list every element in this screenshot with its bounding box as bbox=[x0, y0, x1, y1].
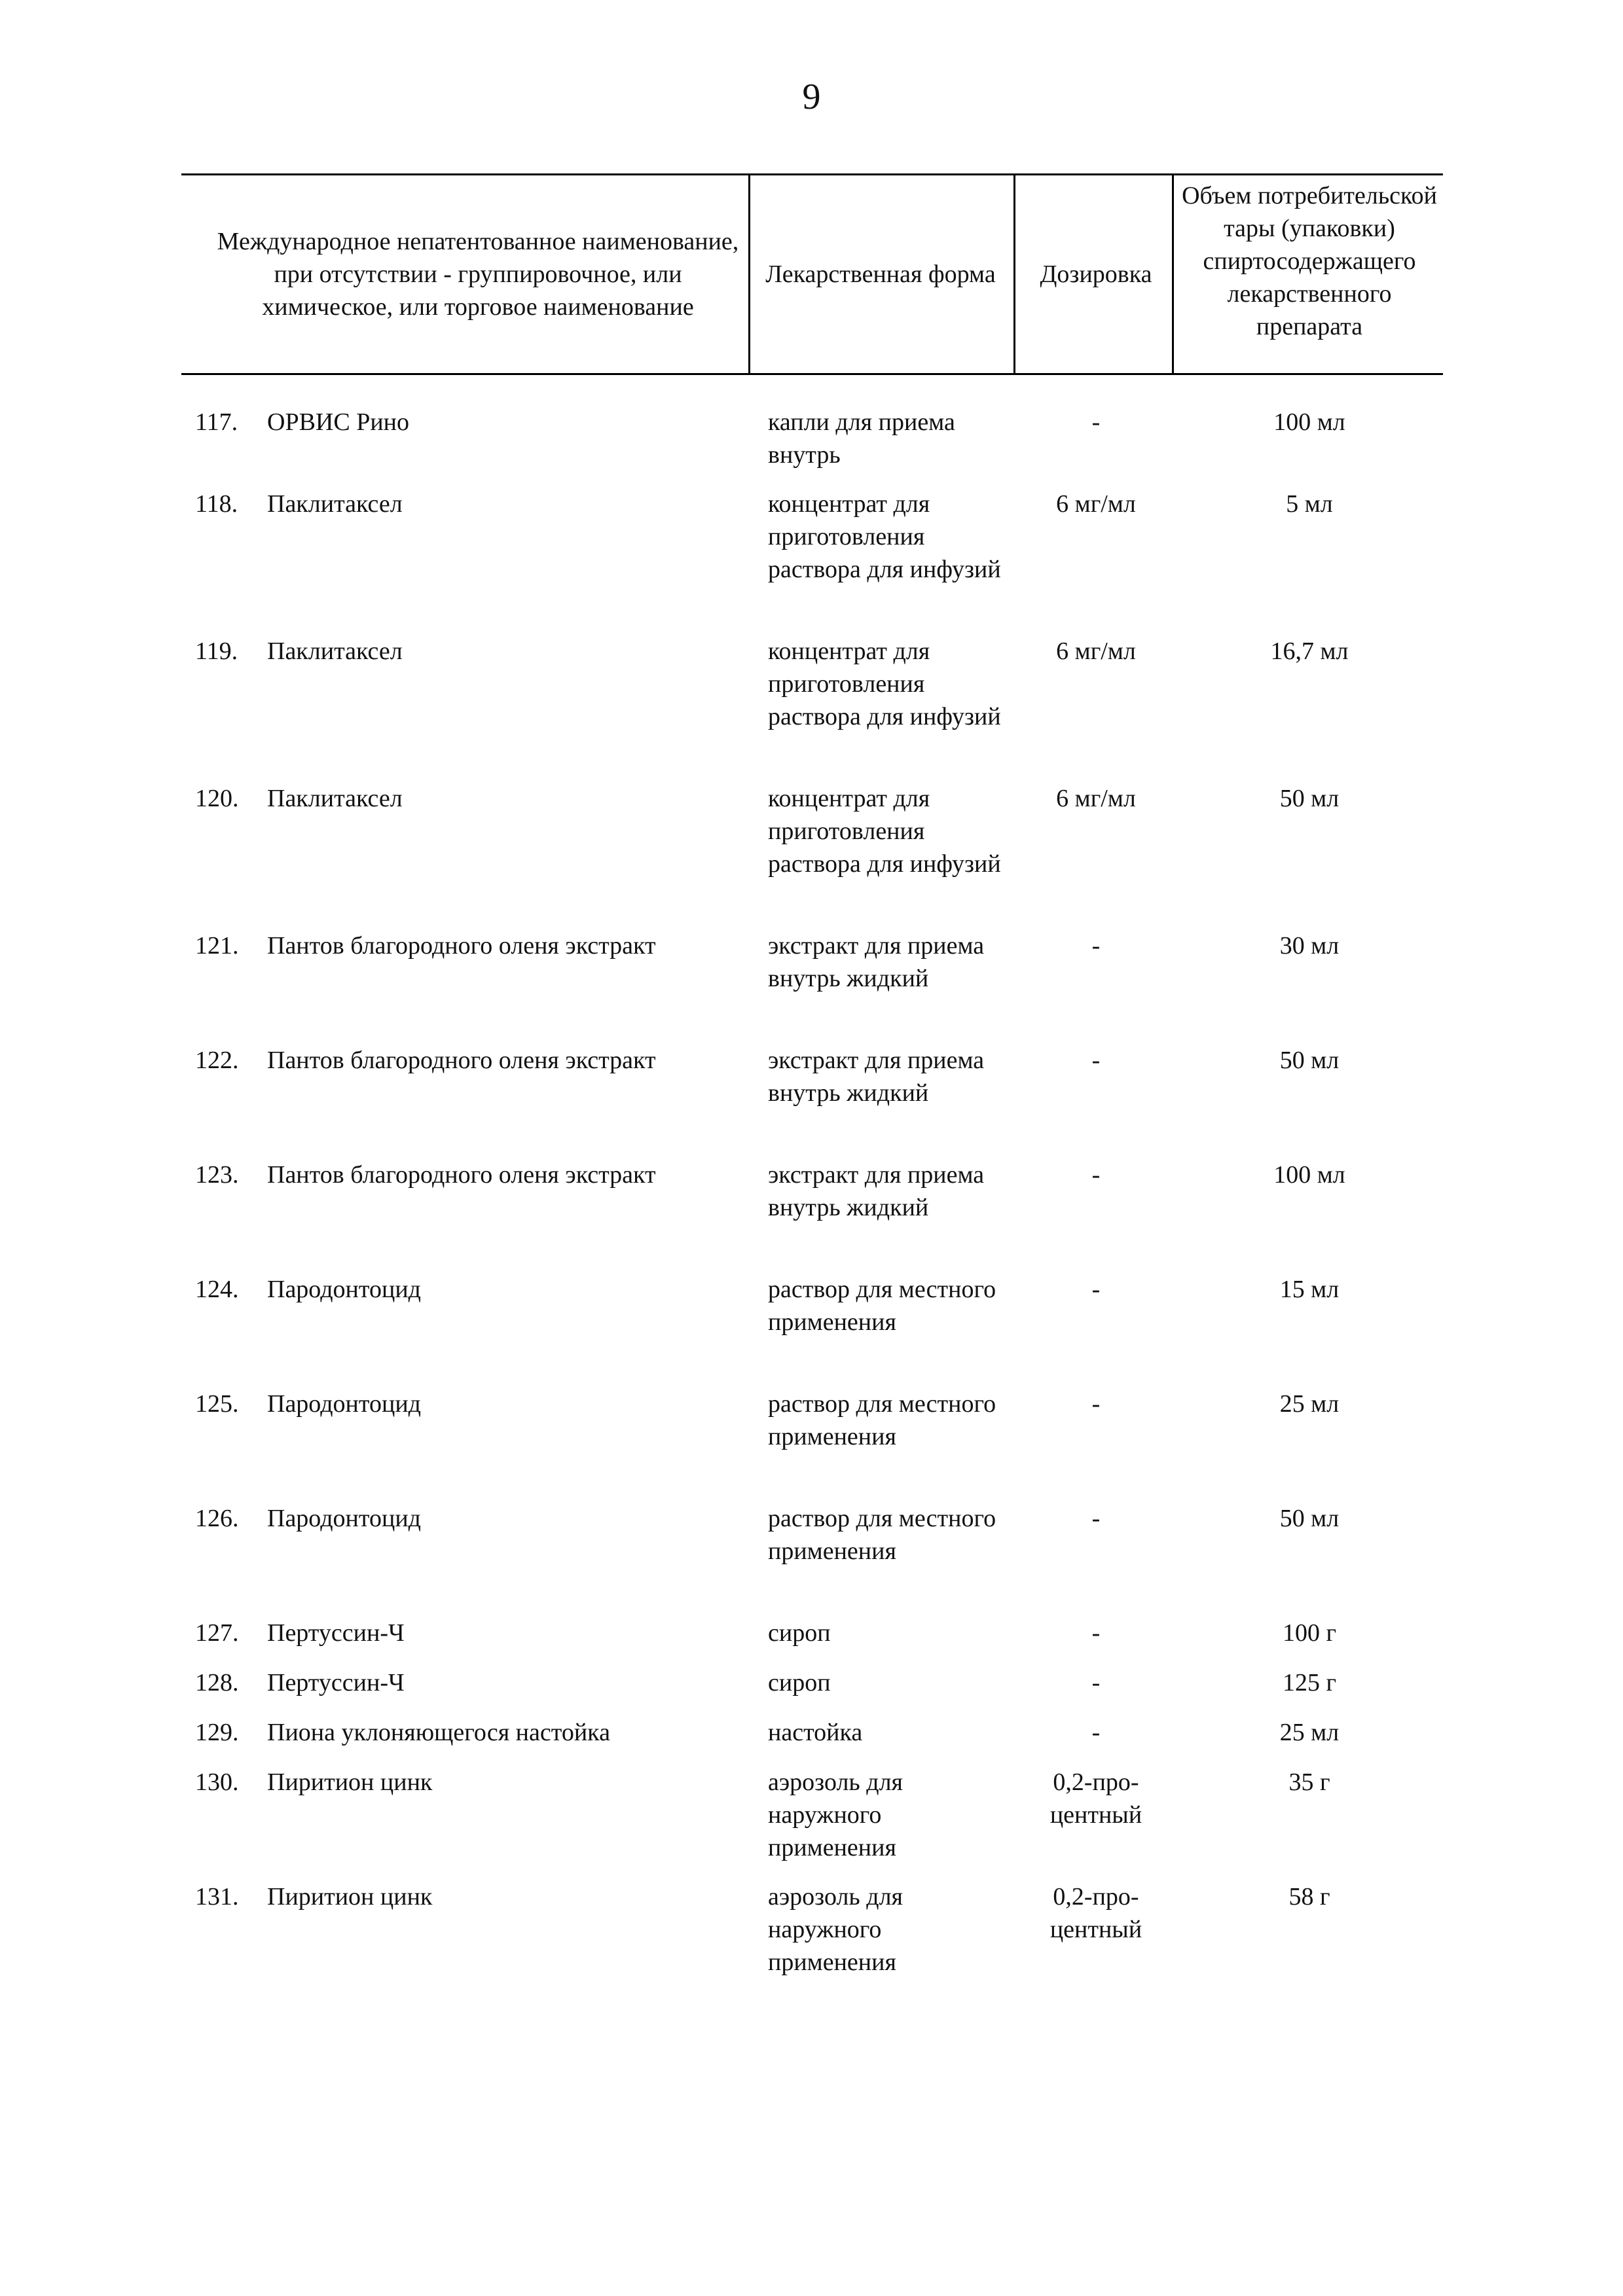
row-form: раствор для местного применения bbox=[768, 1390, 996, 1450]
row-volume: 16,7 мл bbox=[1270, 637, 1349, 665]
header-divider-1 bbox=[748, 174, 750, 374]
header-volume-column: Объем потребительской тары (упаковки) спиртосодержащего лекарственного препарата bbox=[1182, 182, 1437, 340]
row-volume: 100 г bbox=[1282, 1619, 1337, 1647]
row-form: раствор для местного применения bbox=[768, 1505, 996, 1565]
row-form: сироп bbox=[768, 1669, 831, 1696]
row-form: раствор для местного применения bbox=[768, 1276, 996, 1336]
row-name: Пародонтоцид bbox=[267, 1276, 421, 1303]
row-dose: - bbox=[1091, 1047, 1101, 1074]
row-name: Пантов благородного оленя экстракт bbox=[267, 1047, 656, 1074]
table-row bbox=[0, 1617, 1623, 1649]
row-dose: - bbox=[1091, 1276, 1101, 1303]
row-form: сироп bbox=[768, 1619, 831, 1647]
row-number: 124. bbox=[195, 1276, 239, 1303]
row-volume: 50 мл bbox=[1279, 1047, 1340, 1074]
row-name: Пиритион цинк bbox=[267, 1883, 433, 1910]
table-row bbox=[0, 1158, 1623, 1257]
row-number: 126. bbox=[195, 1505, 239, 1532]
table-row bbox=[0, 1388, 1623, 1486]
row-volume: 100 мл bbox=[1273, 408, 1345, 436]
row-name: Пертуссин-Ч bbox=[267, 1619, 405, 1647]
table-row bbox=[0, 1044, 1623, 1142]
row-form: настойка bbox=[768, 1719, 863, 1746]
header-dose-column: Дозировка bbox=[1040, 260, 1152, 288]
row-form: экстракт для приема внутрь жидкий bbox=[768, 1047, 985, 1107]
row-dose: - bbox=[1091, 1669, 1101, 1696]
row-number: 131. bbox=[195, 1883, 239, 1910]
row-form: экстракт для приема внутрь жидкий bbox=[768, 932, 985, 992]
row-form: концентрат для приготовления раствора для инфузий bbox=[768, 637, 1001, 730]
table-row bbox=[0, 406, 1623, 471]
table-row bbox=[0, 1880, 1623, 1979]
table-row bbox=[0, 1502, 1623, 1600]
row-volume: 25 мл bbox=[1279, 1719, 1340, 1746]
row-form: экстракт для приема внутрь жидкий bbox=[768, 1161, 985, 1221]
row-name: Паклитаксел bbox=[267, 637, 403, 665]
table-row bbox=[0, 1766, 1623, 1864]
row-volume: 100 мл bbox=[1273, 1161, 1345, 1189]
row-dose: 0,2-про-центный bbox=[1049, 1883, 1142, 1943]
page-number: 9 bbox=[802, 77, 821, 117]
row-dose: - bbox=[1091, 1619, 1101, 1647]
table-row bbox=[0, 1666, 1623, 1699]
row-name: Паклитаксел bbox=[267, 490, 403, 518]
row-volume: 50 мл bbox=[1279, 1505, 1340, 1532]
row-number: 120. bbox=[195, 785, 239, 812]
table-row bbox=[0, 1273, 1623, 1371]
row-dose: 6 мг/мл bbox=[1056, 637, 1136, 665]
row-volume: 5 мл bbox=[1286, 490, 1333, 518]
row-dose: 6 мг/мл bbox=[1056, 785, 1136, 812]
row-number: 125. bbox=[195, 1390, 239, 1418]
table-row bbox=[0, 782, 1623, 913]
row-number: 118. bbox=[195, 490, 238, 518]
row-volume: 50 мл bbox=[1279, 785, 1340, 812]
row-number: 127. bbox=[195, 1619, 239, 1647]
row-dose: - bbox=[1091, 932, 1101, 960]
row-dose: - bbox=[1091, 1390, 1101, 1418]
row-name: Паклитаксел bbox=[267, 785, 403, 812]
row-volume: 15 мл bbox=[1279, 1276, 1340, 1303]
table-row bbox=[0, 1716, 1623, 1749]
row-form: аэрозоль для наружного применения bbox=[768, 1883, 903, 1976]
row-form: концентрат для приготовления раствора для инфузий bbox=[768, 785, 1001, 878]
table-row bbox=[0, 635, 1623, 766]
row-volume: 35 г bbox=[1288, 1768, 1330, 1796]
row-form: концентрат для приготовления раствора для инфузий bbox=[768, 490, 1001, 583]
row-volume: 58 г bbox=[1288, 1883, 1330, 1910]
row-name: Пиона уклоняющегося настойка bbox=[267, 1719, 610, 1746]
row-name: Пертуссин-Ч bbox=[267, 1669, 405, 1696]
row-dose: - bbox=[1091, 408, 1101, 436]
row-number: 122. bbox=[195, 1047, 239, 1074]
table-row bbox=[0, 929, 1623, 1028]
header-name-column: Международное непатентованное наименование, при отсутствии - группировочное, или химическое, или торговое наименование bbox=[217, 227, 739, 321]
row-volume: 125 г bbox=[1282, 1669, 1337, 1696]
row-number: 123. bbox=[195, 1161, 239, 1189]
row-dose: - bbox=[1091, 1505, 1101, 1532]
row-name: Пиритион цинк bbox=[267, 1768, 433, 1796]
row-number: 128. bbox=[195, 1669, 239, 1696]
header-divider-2 bbox=[1013, 174, 1015, 374]
header-form-column: Лекарственная форма bbox=[765, 260, 996, 288]
row-number: 129. bbox=[195, 1719, 239, 1746]
row-number: 130. bbox=[195, 1768, 239, 1796]
row-name: Пантов благородного оленя экстракт bbox=[267, 1161, 656, 1189]
row-volume: 25 мл bbox=[1279, 1390, 1340, 1418]
row-number: 119. bbox=[195, 637, 238, 665]
row-number: 117. bbox=[195, 408, 238, 436]
row-dose: 6 мг/мл bbox=[1056, 490, 1136, 518]
row-form: аэрозоль для наружного применения bbox=[768, 1768, 903, 1861]
table-body bbox=[0, 406, 1623, 1995]
row-name: Пародонтоцид bbox=[267, 1505, 421, 1532]
row-volume: 30 мл bbox=[1279, 932, 1340, 960]
row-number: 121. bbox=[195, 932, 239, 960]
row-dose: 0,2-про-центный bbox=[1049, 1768, 1142, 1829]
row-dose: - bbox=[1091, 1161, 1101, 1189]
row-dose: - bbox=[1091, 1719, 1101, 1746]
row-name: Пародонтоцид bbox=[267, 1390, 421, 1418]
table-row bbox=[0, 488, 1623, 619]
row-name: Пантов благородного оленя экстракт bbox=[267, 932, 656, 960]
row-form: капли для приема внутрь bbox=[768, 408, 955, 469]
row-name: ОРВИС Рино bbox=[267, 408, 410, 436]
